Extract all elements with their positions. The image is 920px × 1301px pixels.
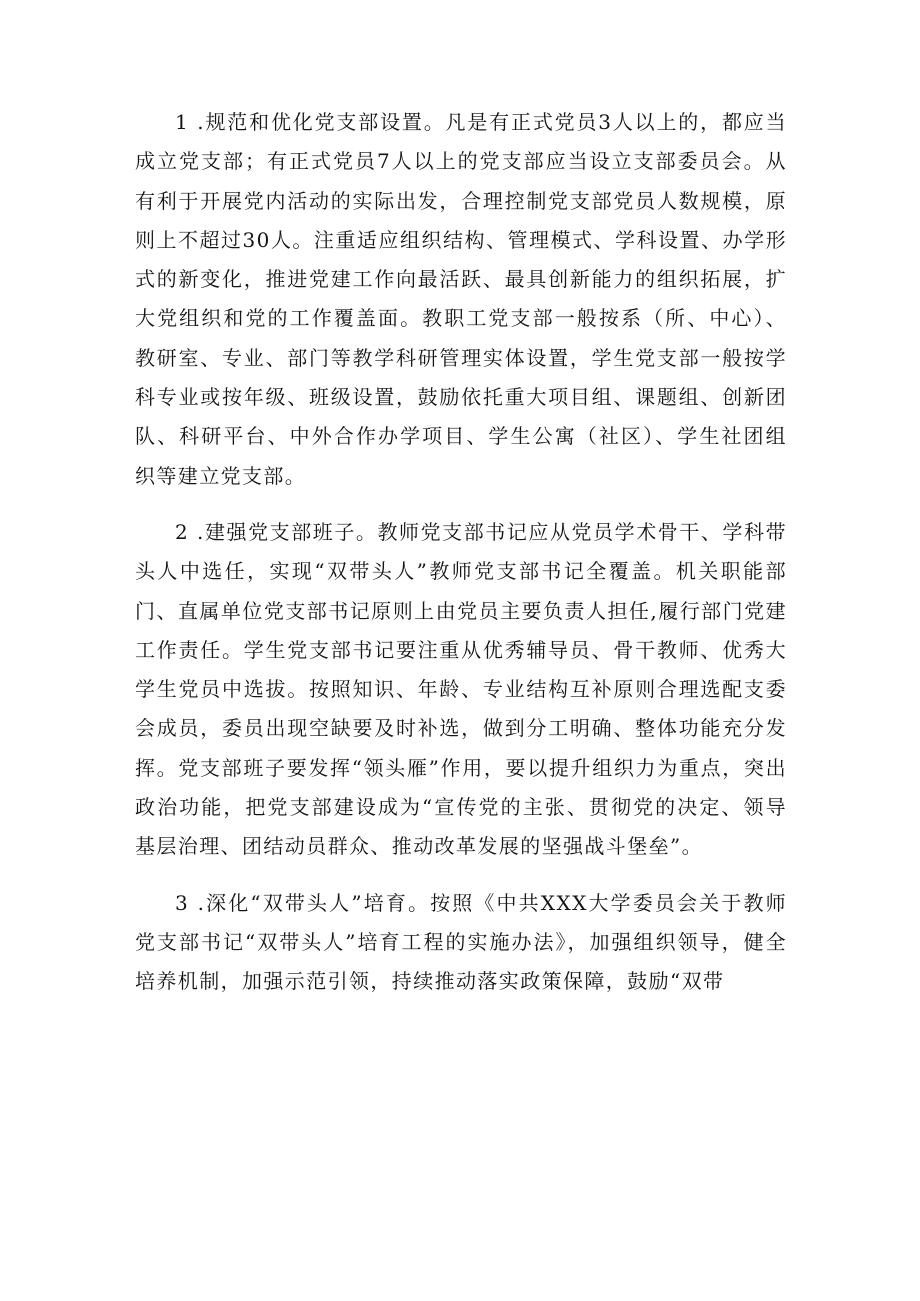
paragraph-3: 3 .深化“双带头人”培育。按照《中共XXX大学委员会关于教师党支部书记“双带头人”培育工程的实施办法》，加强组织领导，健全培养机制，加强示范引领，持续推动落实政策保障，鼓励“双带 [135, 890, 787, 994]
paragraph-1: 1 .规范和优化党支部设置。凡是有正式党员3人以上的，都应当成立党支部；有正式党员7人以上的党支部应当设立支部委员会。从有利于开展党内活动的实际出发，合理控制党支部党员人数规模，原则上不超过30人。注重适应组织结构、管理模式、学科设置、办学形式的新变化，推进党建工作向最活跃、最具创新能力的组织拓展，扩大党组织和党的工作覆盖面。教职工党支部一般按系（所、中心）、教研室、专业、部门等教学科研管理实体设置，学生党支部一般按学科专业或按年级、班级设置，鼓励依托重大项目组、课题组、创新团队、科研平台、中外合作办学项目、学生公寓（社区）、学生社团组织等建立党支部。 [135, 110, 787, 488]
paragraph-2: 2 .建强党支部班子。教师党支部书记应从党员学术骨干、学科带头人中选任，实现“双带头人”教师党支部书记全覆盖。机关职能部门、直属单位党支部书记原则上由党员主要负责人担任,履行部门党建工作责任。学生党支部书记要注重从优秀辅导员、骨干教师、优秀大学生党员中选拔。按照知识、年龄、专业结构互补原则合理选配支委会成员，委员出现空缺要及时补选，做到分工明确、整体功能充分发挥。党支部班子要发挥“领头雁”作用，要以提升组织力为重点，突出政治功能，把党支部建设成为“宣传党的主张、贯彻党的决定、领导基层治理、团结动员群众、推动改革发展的坚强战斗堡垒”。 [135, 519, 787, 859]
document-body [135, 103, 787, 1002]
